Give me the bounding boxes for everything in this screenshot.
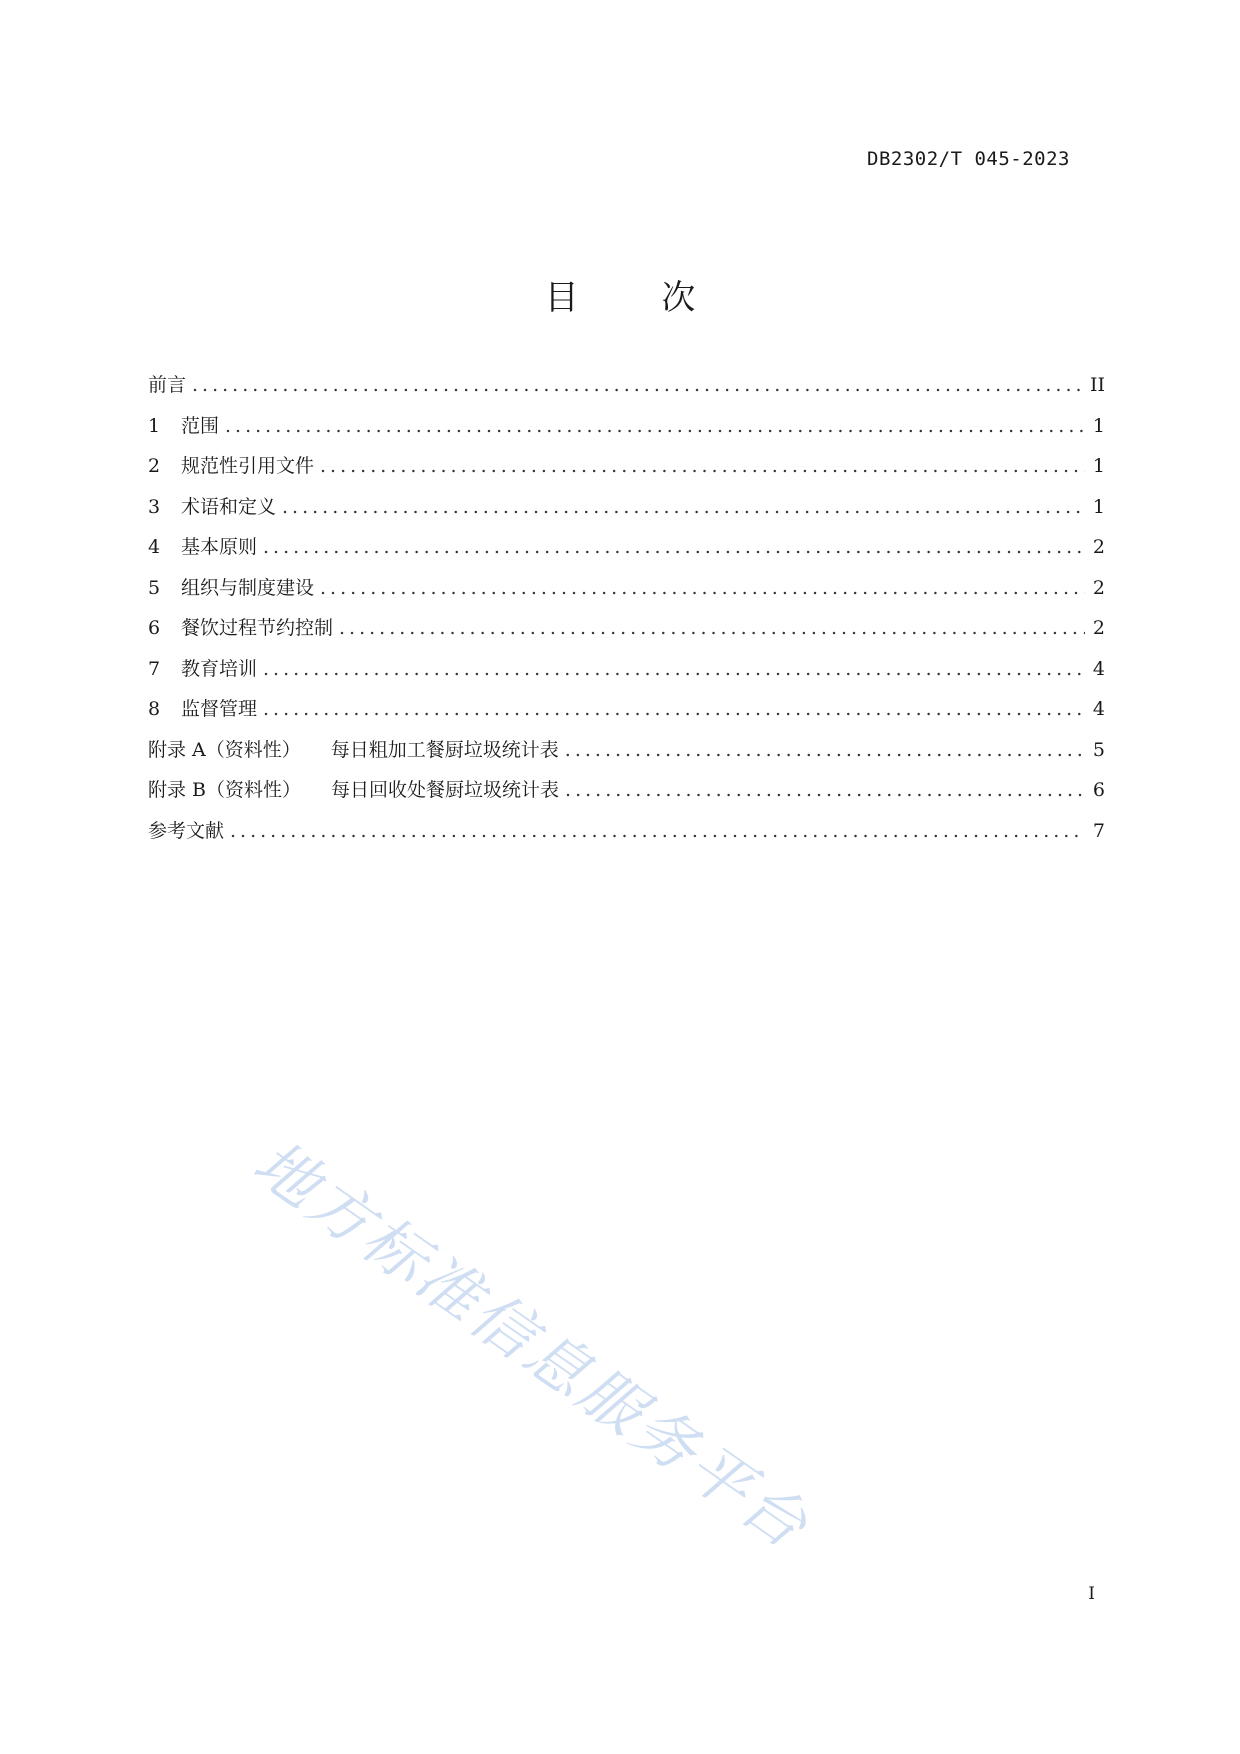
toc-entry-page: 6 [1092,779,1105,801]
toc-entry-label: 每日回收处餐厨垃圾统计表 [331,779,560,801]
toc-entry-page: 1 [1092,414,1105,437]
toc-entry-label: 监督管理 [181,698,258,720]
toc-entry-page: 7 [1092,819,1105,842]
toc-entry-label: 组织与制度建设 [181,576,315,599]
toc-leader-dots [320,455,1085,477]
page-number: I [1088,1584,1095,1604]
toc-leader-dots [320,577,1085,599]
toc-entry-page: 4 [1092,698,1105,720]
toc-entry-page: 4 [1092,657,1105,680]
toc-entry-label: 术语和定义 [181,495,277,518]
toc-entry-number: 2 [148,455,161,477]
toc-entry-4[interactable] [148,532,1105,573]
table-of-contents [148,370,1105,856]
toc-entry-page: 2 [1092,536,1105,558]
toc-leader-dots [565,739,1085,761]
toc-entry-label: 范围 [181,414,220,437]
toc-entry-label: 基本原则 [181,536,258,558]
toc-entry-page: 2 [1092,576,1105,599]
toc-entry-7[interactable] [148,654,1105,695]
toc-entry-references[interactable] [148,816,1105,857]
toc-entry-2[interactable] [148,451,1105,492]
toc-entry-number: 5 [148,576,161,599]
toc-entry-number: 6 [148,617,161,639]
toc-leader-dots [263,698,1085,720]
toc-leader-dots [263,658,1085,680]
document-code: DB2302/T 045-2023 [867,148,1070,170]
toc-entry-label: 每日粗加工餐厨垃圾统计表 [330,738,559,761]
toc-entry-label: 餐饮过程节约控制 [181,617,334,639]
toc-entry-number: 3 [148,495,161,518]
toc-leader-dots [192,374,1084,396]
toc-entry-number: 4 [148,536,161,558]
toc-entry-label: 教育培训 [181,657,258,680]
page-title: 目 次 [544,278,732,318]
toc-entry-6[interactable] [148,613,1105,654]
toc-annex-label: 附录 B（资料性） [148,779,302,801]
toc-entry-annex-a[interactable] [148,735,1105,776]
toc-leader-dots [339,617,1085,639]
watermark-text: 地方标准信息服务平台 [240,1125,824,1565]
toc-leader-dots [230,820,1085,842]
toc-entry-label: 参考文献 [148,819,225,842]
toc-entry-foreword[interactable] [148,370,1105,411]
toc-annex-label: 附录 A（资料性） [148,738,301,761]
toc-entry-annex-b[interactable] [148,775,1105,816]
toc-entry-number: 7 [148,657,161,680]
toc-entry-label: 规范性引用文件 [181,455,315,477]
toc-entry-page: 1 [1092,455,1105,477]
toc-leader-dots [263,536,1085,558]
toc-entry-5[interactable] [148,573,1105,614]
toc-leader-dots [225,415,1085,437]
toc-entry-page: 2 [1092,617,1105,639]
toc-leader-dots [565,779,1085,801]
toc-entry-number: 1 [148,414,161,437]
toc-entry-page: 1 [1092,495,1105,518]
toc-entry-page: 5 [1092,738,1105,761]
toc-entry-label: 前言 [148,374,187,396]
toc-entry-page: II [1089,374,1105,396]
toc-leader-dots [282,496,1085,518]
toc-entry-number: 8 [148,698,161,720]
toc-entry-1[interactable] [148,411,1105,452]
toc-entry-3[interactable] [148,492,1105,533]
toc-entry-8[interactable] [148,694,1105,735]
